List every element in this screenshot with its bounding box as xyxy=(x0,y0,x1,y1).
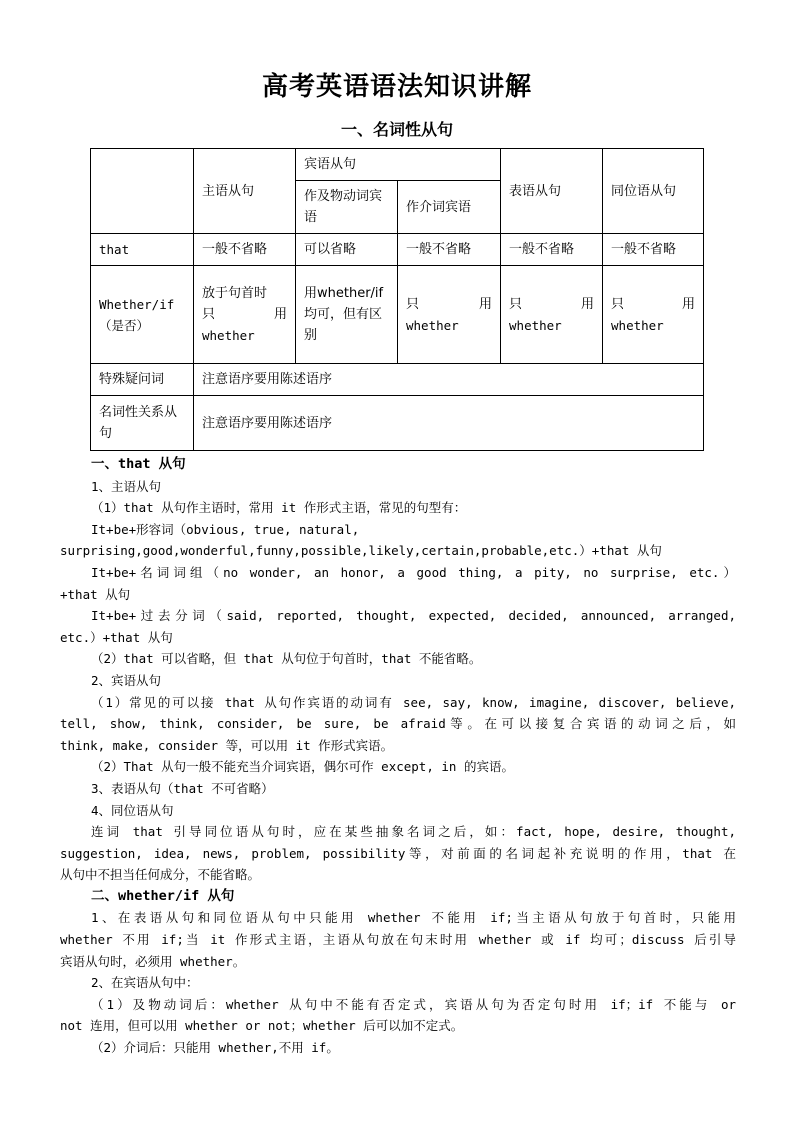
whether-subject xyxy=(194,266,296,364)
that-obj-verb: 可以省略 xyxy=(296,234,398,266)
that-obj-prep: 一般不省略 xyxy=(398,234,501,266)
row-label-wh-question: 特殊疑问词 xyxy=(91,364,194,396)
paragraph: suggestion, idea, news, problem, possibility等，对前面的名词起补充说明的作用，that 在 xyxy=(60,845,736,861)
header-object-clause: 宾语从句 xyxy=(296,149,501,181)
section-heading-that: 一、that 从句 xyxy=(91,456,186,472)
page-title: 高考英语语法知识讲解 xyxy=(261,72,532,102)
header-predicative-clause: 表语从句 xyxy=(501,149,603,234)
header-obj-of-verb: 作及物动词宾语 xyxy=(296,181,398,234)
paragraph: It+be+名词词组（no wonder, an honor, a good thing, a pity, no surprise, etc.） xyxy=(91,564,736,580)
paragraph: etc.）+that 从句 xyxy=(60,629,173,645)
sub-heading: 2、在宾语从句中： xyxy=(91,975,199,991)
relative-note: 注意语序要用陈述语序 xyxy=(194,396,704,451)
header-subject-clause: 主语从句 xyxy=(194,149,296,234)
paragraph: +that 从句 xyxy=(60,586,131,602)
header-obj-of-prep: 作介词宾语 xyxy=(398,181,501,234)
whether-predicative: 只 用 whether xyxy=(501,266,603,364)
paragraph: 从句中不担当任何成分，不能省略。 xyxy=(60,867,261,883)
body-text xyxy=(60,454,736,1059)
noun-clause-table xyxy=(90,148,704,451)
whether-subject-line1: 放于句首时 xyxy=(202,286,268,301)
sub-heading: 2、宾语从句 xyxy=(91,672,162,688)
header-appositive-clause: 同位语从句 xyxy=(603,149,704,234)
paragraph: whether 不用 if;当 it 作形式主语，主语从句放在句末时用 whether 或 if 均可；discuss 后引导 xyxy=(60,932,736,948)
paragraph: not 连用，但可以用 whether or not；whether 后可以加不定式。 xyxy=(60,1018,464,1034)
paragraph: 宾语从句时，必须用 whether。 xyxy=(60,953,246,969)
whether-appositive: 只 用 whether xyxy=(603,266,704,364)
whether-subject-line3: whether xyxy=(202,328,255,343)
section-title: 一、名词性从句 xyxy=(340,120,453,139)
paragraph: think, make, consider 等，可以用 it 作形式宾语。 xyxy=(60,737,394,753)
sub-heading: 1、主语从句 xyxy=(91,478,162,494)
paragraph: tell, show, think, consider, be sure, be afraid等。在可以接复合宾语的动词之后，如 xyxy=(60,716,736,732)
paragraph: （1）常见的可以接 that 从句作宾语的动词有 see, say, know, imagine, discover, believe, xyxy=(91,694,736,710)
paragraph: （2）that 可以省略，但 that 从句位于句首时，that 不能省略。 xyxy=(91,651,482,667)
section-heading-whether: 二、whether/if 从句 xyxy=(91,887,235,904)
paragraph: 1、在表语从句和同位语从句中只能用 whether 不能用 if;当主语从句放于句首时，只能用 xyxy=(91,910,736,926)
wh-question-note: 注意语序要用陈述语序 xyxy=(194,364,704,396)
table-corner xyxy=(91,149,194,234)
sub-heading: 4、同位语从句 xyxy=(91,802,174,818)
paragraph: （1）及物动词后：whether 从句中不能有否定式，宾语从句为否定句时用 if；if 不能与 or xyxy=(91,996,736,1012)
whether-obj-verb: 用whether/if均可，但有区别 xyxy=(296,266,398,364)
paragraph: （2）介词后：只能用 whether,不用 if。 xyxy=(91,1040,339,1056)
paragraph: It+be+过去分词（said, reported, thought, expected, decided, announced, arranged, xyxy=(91,608,736,624)
paragraph: （1）that 从句作主语时，常用 it 作形式主语，常见的句型有： xyxy=(91,500,467,516)
paragraph: 连词 that 引导同位语从句时，应在某些抽象名词之后，如：fact, hope, desire, thought, xyxy=(91,824,736,840)
sub-heading: 3、表语从句（that 不可省略） xyxy=(91,780,274,796)
whether-subject-line2: 只 用 xyxy=(202,307,287,322)
that-predicative: 一般不省略 xyxy=(501,234,603,266)
row-label-relative: 名词性关系从句 xyxy=(91,396,194,451)
paragraph: （2）That 从句一般不能充当介词宾语，偶尔可作 except, in 的宾语。 xyxy=(91,759,514,775)
that-subject: 一般不省略 xyxy=(194,234,296,266)
paragraph: It+be+形容词（obvious, true, natural, xyxy=(91,521,360,537)
row-label-whether: Whether/if（是否） xyxy=(91,266,194,364)
that-appositive: 一般不省略 xyxy=(603,234,704,266)
row-label-that: that xyxy=(91,234,194,266)
whether-obj-prep: 只 用 whether xyxy=(398,266,501,364)
paragraph: surprising,good,wonderful,funny,possible,likely,certain,probable,etc.）+that 从句 xyxy=(60,543,662,559)
